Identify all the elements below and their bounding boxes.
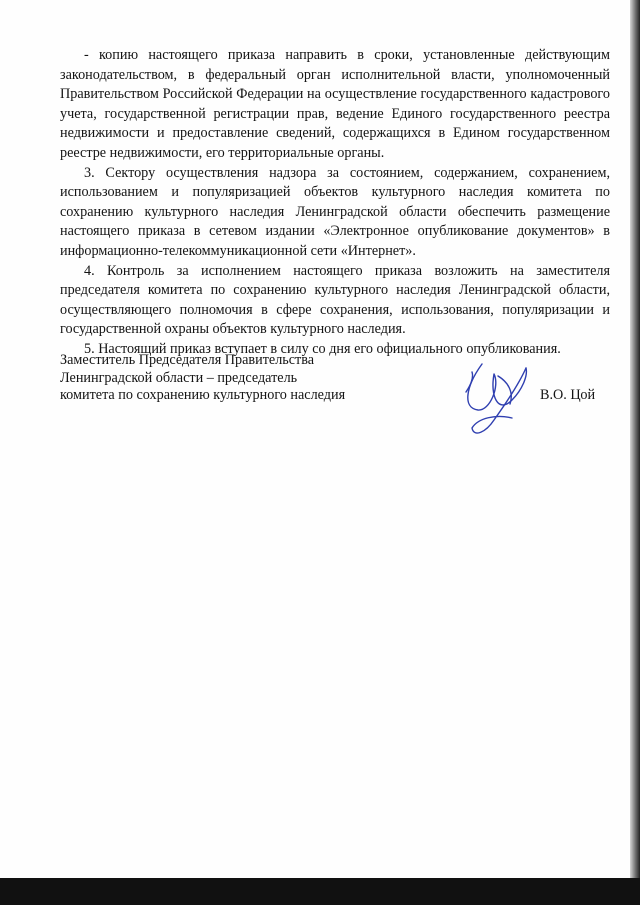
paragraph-send-copy: - копию настоящего приказа направить в сроки, установленные действующим законодательством, в федеральный орган исполнительной власти, уполномоченный Правительством Российской Федерации на осуществление государственного кадастрового учета, государственной регистрации прав, ведение Единого государственного реестра недвижимости и предоставление сведений, содержащихся в Едином государственном реестре недвижимости, его территориальные органы. (60, 47, 610, 161)
signatory-position (60, 352, 390, 405)
position-line: Заместитель Председателя Правительства (60, 352, 315, 368)
paragraph-4: 4. Контроль за исполнением настоящего приказа возложить на заместителя председателя комитета по сохранению культурного наследия Ленинградской области, осуществляющего полномочия в сфере сохранения, использования, популяризации и государственной охраны объектов культурного наследия. (60, 262, 610, 338)
signer-name: В.О. Цой (540, 387, 596, 403)
handwritten-signature (452, 356, 552, 446)
position-line: комитета по сохранению культурного наследия (60, 387, 346, 403)
document-body (60, 46, 610, 360)
position-line: Ленинградской области – председатель (60, 369, 298, 386)
paragraph-5: 5. Настоящий приказ вступает в силу со дня его официального опубликования. (84, 340, 561, 357)
scan-bottom-border (0, 878, 640, 905)
paragraph-3: 3. Сектору осуществления надзора за состоянием, содержанием, сохранением, использованием и популяризацией объектов культурного наследия комитета по сохранению культурного наследия Ленинградской области обеспечить размещение настоящего приказа в сетевом издании «Электронное опубликование документов» в информационно-телекоммуникационной сети «Интернет». (60, 164, 610, 259)
scan-edge-shadow (630, 0, 640, 880)
